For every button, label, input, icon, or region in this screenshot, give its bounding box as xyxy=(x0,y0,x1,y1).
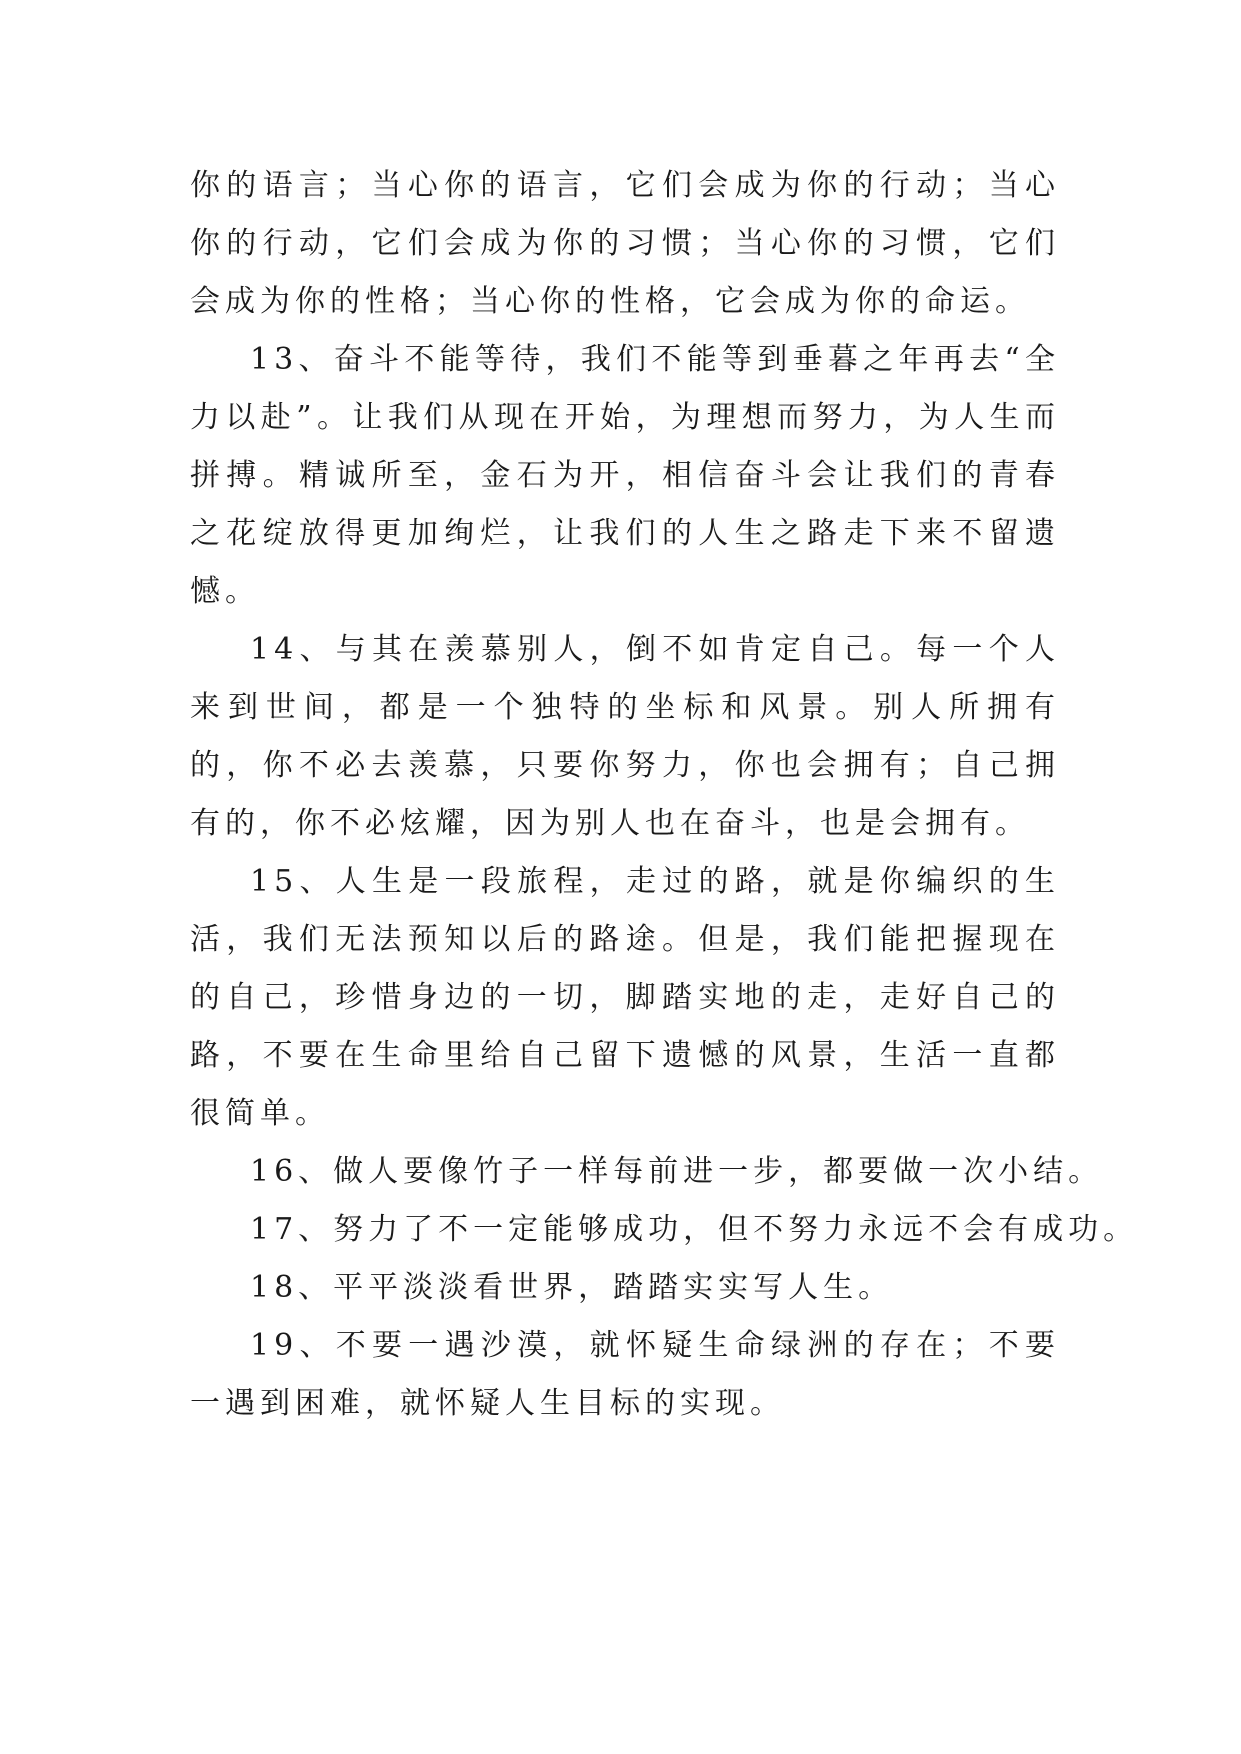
paragraph-18: 18、平平淡淡看世界，踏踏实实写人生。 xyxy=(250,1270,894,1305)
paragraph-13: 13、奋斗不能等待，我们不能等到垂暮之年再去“全力以赴”。让我们从现在开始，为理想而努力，为人生而拼搏。精诚所至，金石为开，相信奋斗会让我们的青春之花绽放得更加绚烂，让我们的人生之路走下来不留遗憾。 xyxy=(190,342,1060,609)
paragraph-16: 16、做人要像竹子一样每前进一步，都要做一次小结。 xyxy=(250,1154,1104,1189)
document-body xyxy=(190,157,1139,1433)
paragraph-19: 19、不要一遇沙漠，就怀疑生命绿洲的存在；不要一遇到困难，就怀疑人生目标的实现。 xyxy=(190,1328,1060,1421)
paragraph-17: 17、努力了不一定能够成功，但不努力永远不会有成功。 xyxy=(250,1212,1139,1247)
paragraph-14: 14、与其在羡慕别人，倒不如肯定自己。每一个人来到世间，都是一个独特的坐标和风景。别人所拥有的，你不必去羡慕，只要你努力，你也会拥有；自己拥有的，你不必炫耀，因为别人也在奋斗，也是会拥有。 xyxy=(190,632,1060,841)
paragraph-15: 15、人生是一段旅程，走过的路，就是你编织的生活，我们无法预知以后的路途。但是，我们能把握现在的自己，珍惜身边的一切，脚踏实地的走，走好自己的路，不要在生命里给自己留下遗憾的风景，生活一直都很简单。 xyxy=(190,864,1060,1131)
paragraph-continuation: 你的语言；当心你的语言，它们会成为你的行动；当心你的行动，它们会成为你的习惯；当心你的习惯，它们会成为你的性格；当心你的性格，它会成为你的命运。 xyxy=(190,168,1060,319)
